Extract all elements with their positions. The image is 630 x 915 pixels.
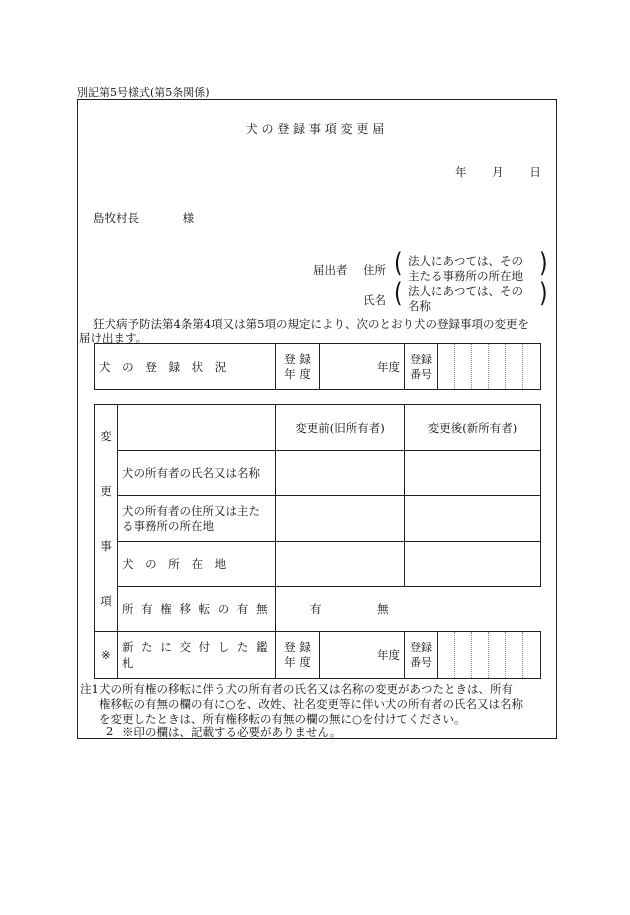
header-after: 変更後(新所有者) xyxy=(405,405,541,451)
new-tag-number-box xyxy=(438,632,455,679)
date-month: 月 xyxy=(492,165,504,179)
address-brace-left: ( xyxy=(394,249,403,280)
recipient xyxy=(93,210,194,226)
new-tag-number-box xyxy=(523,632,541,679)
name-note-2: 名称 xyxy=(408,299,431,313)
change-table xyxy=(94,404,541,679)
date-year: 年 xyxy=(455,165,467,179)
new-tag-number-box xyxy=(472,632,489,679)
owner-name-after xyxy=(405,451,541,496)
status-number-box xyxy=(489,344,506,390)
status-reg-year-label: 登 録 年 度 xyxy=(276,344,320,390)
change-header-blank xyxy=(118,405,276,451)
status-number-box xyxy=(455,344,472,390)
new-tag-fiscal-year: 年度 xyxy=(320,632,405,679)
address-note-1: 法人にあつては、その xyxy=(408,254,523,268)
applicant-label: 届出者 xyxy=(313,263,348,277)
change-side-label: 変 更 事 項 xyxy=(95,405,118,632)
note-2-prefix: 2 xyxy=(106,724,114,738)
recipient-name: 島牧村長 xyxy=(93,211,139,225)
row-owner-address-label: 犬の所有者の住所又は主た る事務所の所在地 xyxy=(118,496,276,542)
registration-status-table xyxy=(94,343,541,390)
transfer-yes: 有 xyxy=(310,602,322,616)
owner-address-after xyxy=(405,496,541,542)
name-note-1: 法人にあつては、その xyxy=(408,284,523,298)
address-note-2: 主たる事務所の所在地 xyxy=(408,269,523,283)
owner-address-before xyxy=(276,496,405,542)
note-1-line-2: 権移転の有無の欄の有に○を、改姓、社名変更等に伴い犬の所有者の氏名又は名称 xyxy=(99,697,524,711)
recipient-honorific: 様 xyxy=(182,211,195,225)
status-number-box xyxy=(523,344,541,390)
new-tag-number-box xyxy=(489,632,506,679)
note-1-line-3: を変更したときは、所有権移転の有無の欄の無に○を付けてください。 xyxy=(99,712,466,726)
date-line xyxy=(455,164,541,180)
new-tag-number-box xyxy=(506,632,523,679)
body-text-line-2: 届け出ます。 xyxy=(79,331,148,345)
new-tag-reg-year-label: 登 録 年 度 xyxy=(276,632,320,679)
dog-location-before xyxy=(276,542,405,587)
transfer-no: 無 xyxy=(377,602,389,616)
official-mark: ※ xyxy=(95,632,118,679)
status-fiscal-year: 年度 xyxy=(320,344,405,390)
address-brace-right: ) xyxy=(539,249,548,280)
dog-location-after xyxy=(405,542,541,587)
transfer-label: 所 有 権 移 転 の 有 無 xyxy=(118,587,276,632)
status-number-box xyxy=(438,344,455,390)
note-2-text: ※印の欄は、記載する必要がありません。 xyxy=(122,725,342,739)
row-owner-name-label: 犬の所有者の氏名又は名称 xyxy=(118,451,276,496)
new-tag-number-label: 登録 番号 xyxy=(405,632,438,679)
status-number-label: 登録 番号 xyxy=(405,344,438,390)
status-number-box xyxy=(506,344,523,390)
name-brace-left: ( xyxy=(394,279,403,310)
name-brace-right: ) xyxy=(539,279,548,310)
name-label: 氏名 xyxy=(363,293,386,307)
new-tag-number-box xyxy=(455,632,472,679)
address-label: 住所 xyxy=(363,263,386,277)
body-text-line-1: 狂犬病予防法第4条第4項又は第5項の規定により、次のとおり犬の登録事項の変更を xyxy=(93,317,529,331)
owner-name-before xyxy=(276,451,405,496)
transfer-options xyxy=(276,587,541,632)
date-day: 日 xyxy=(529,165,541,179)
note-1-prefix: 注1 xyxy=(80,682,99,696)
note-1-line-1: 犬の所有権の移転に伴う犬の所有者の氏名又は名称の変更があつたときは、所有 xyxy=(99,682,513,696)
status-label: 犬 の 登 録 状 況 xyxy=(95,344,276,390)
status-number-box xyxy=(472,344,489,390)
form-title: 犬 の 登 録 事 項 変 更 届 xyxy=(245,122,385,136)
header-before: 変更前(旧所有者) xyxy=(276,405,405,451)
row-dog-location-label: 犬 の 所 在 地 xyxy=(118,542,276,587)
form-label: 別記第5号様式(第5条関係) xyxy=(77,86,210,99)
new-tag-label: 新 た に 交 付 し た 鑑 札 xyxy=(118,632,276,679)
